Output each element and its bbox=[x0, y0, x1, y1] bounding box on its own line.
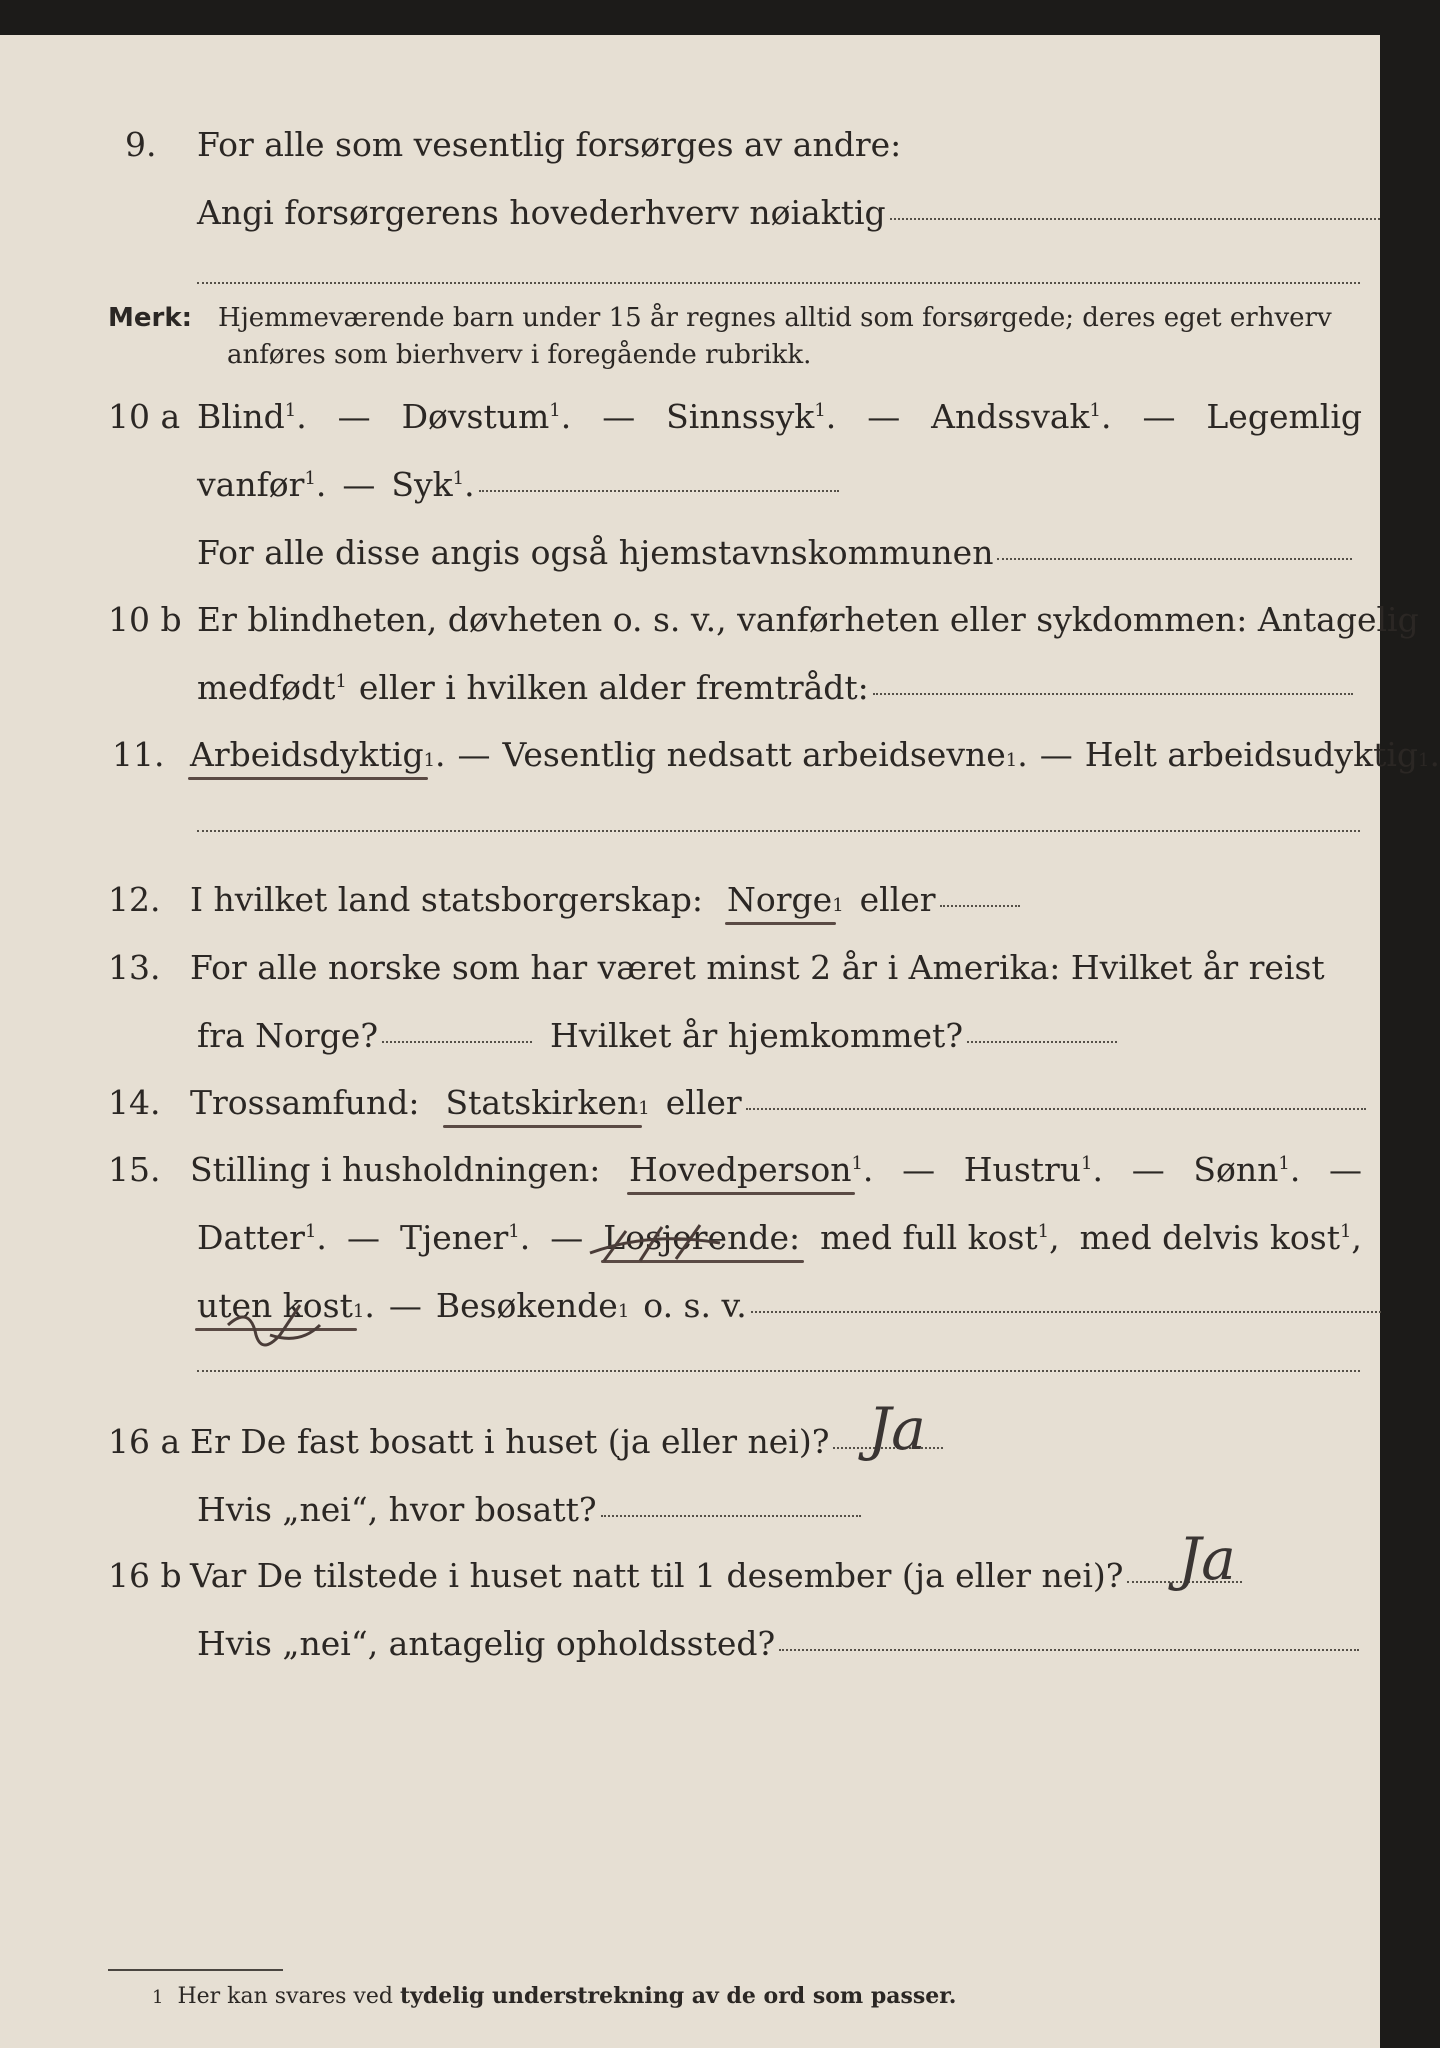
q10a-hjemstavn-field[interactable] bbox=[997, 558, 1352, 560]
merk-label: Merk: bbox=[108, 303, 193, 333]
q10a-hjemstavn-label: For alle disse angis også hjemstavnskommunen bbox=[197, 533, 994, 572]
q15-opt-uten-kost[interactable]: uten kost bbox=[197, 1286, 353, 1325]
separator: — bbox=[457, 735, 491, 774]
q9-answer-field[interactable] bbox=[890, 218, 1380, 220]
separator: — bbox=[902, 1150, 936, 1189]
separator: — bbox=[550, 1218, 584, 1257]
merk-text2: anføres som bierhverv i foregående rubrikk. bbox=[227, 340, 812, 370]
q9-instruction: Angi forsørgerens hovederhverv nøiaktig bbox=[197, 193, 886, 232]
q13-number: 13. bbox=[108, 948, 161, 987]
q11-opt-udyktig[interactable]: Helt arbeidsudyktig bbox=[1084, 735, 1419, 774]
q15-other-field[interactable] bbox=[751, 1311, 1381, 1313]
separator: — bbox=[346, 1218, 380, 1257]
q12-number: 12. bbox=[108, 880, 161, 919]
q16b-opholdssted-field[interactable] bbox=[779, 1649, 1359, 1651]
footnote-text-a: Her kan svares ved bbox=[177, 1984, 393, 2009]
separator: — bbox=[602, 397, 636, 436]
q14-eller: eller bbox=[665, 1083, 742, 1122]
q15-text: Stilling i husholdningen: bbox=[190, 1150, 601, 1189]
q11-answer-field[interactable] bbox=[197, 830, 1360, 832]
q14-number: 14. bbox=[108, 1083, 161, 1122]
q10a-syk-field[interactable] bbox=[479, 490, 839, 492]
footnote-rule bbox=[108, 1969, 283, 1971]
q10a-opt-vanfor[interactable]: vanfør$^1$. bbox=[197, 465, 327, 504]
q16b-handwritten-answer: Ja bbox=[1178, 1525, 1236, 1593]
q16a-number: 16 a bbox=[108, 1422, 181, 1461]
q16a-handwritten-answer: Ja bbox=[868, 1395, 926, 1463]
q11-opt-arbeidsdyktig[interactable]: Arbeidsdyktig bbox=[190, 735, 424, 774]
q9-answer-field-2[interactable] bbox=[197, 282, 1360, 284]
q10a-opt-legemlig[interactable]: Legemlig bbox=[1206, 397, 1362, 436]
q10a-number: 10 a bbox=[108, 397, 181, 436]
q15-opt-full-kost[interactable]: med full kost bbox=[820, 1218, 1038, 1257]
q10a-opt-andssvak[interactable]: Andssvak$^1$. bbox=[931, 397, 1112, 436]
census-form-page: 9. For alle som vesentlig forsørges av andre: Angi forsørgerens hovederhverv nøiaktig Merk: Hjemmeværende barn under 15 år regnes alltid som forsørgede; deres eget erhverv anføres som bierhverv i foregående rubrikk. 10 a Blind$^1$. — Døvstum$^1$. — Sinnssyk$^1$. — Andssvak$^1$. — Legemlig vanfør$^1$. — Syk$^1$. For alle disse angis også hjemstavnskommunen 10 b Er blindheten, døvheten o. s. v., vanførheten eller sykdommen: Antagelig medfødt$^1$ eller i hvilken alder fremtrådt: 11. Arbeidsdyktig 1 . — Vesentlig nedsatt arbeidsevne 1 . — Helt arbeidsudyktig 1 . 12. I hvilket land statsborgerskap: Norge 1 eller 13. For alle norske som har været minst 2 år i Amerika: Hvilket år reist fra Norge? Hvilket år hjemkommet? 14. Trossamfund: Statskirken 1 eller 15. Stilling i husholdningen: Hovedperson$^1$. — Hustru$^1$. — Sønn$^1$. — Datter$^1$. — Tjener$^1$. — Losjerende: med full kost$^1$, med delvis kost$^1$, uten kost 1 . — Besøkende 1 o. s. v. 16 a Er De fast bosatt i huset (ja eller nei)? Ja Hvis „nei“, hvor bosatt? 16 b Var De tilstede i huset natt til 1 desember (ja eller nei)? Ja Hvis „nei“, antagelig opholdssted? 1 Her kan svares ved tydelig understrekning av de ord som passer. bbox=[0, 35, 1380, 2048]
q10a-opt-blind[interactable]: Blind$^1$. bbox=[197, 397, 307, 436]
separator: — bbox=[1131, 1150, 1165, 1189]
q15-osv: o. s. v. bbox=[643, 1286, 747, 1325]
q15-opt-hovedperson[interactable]: Hovedperson bbox=[629, 1150, 852, 1189]
q14-trossamfund-field[interactable] bbox=[746, 1108, 1366, 1110]
separator: — bbox=[337, 397, 371, 436]
q14-opt-statskirken[interactable]: Statskirken bbox=[445, 1083, 639, 1122]
q15-opt-delvis-kost[interactable]: med delvis kost bbox=[1079, 1218, 1340, 1257]
separator: — bbox=[1039, 735, 1073, 774]
q10a-opt-dovstum[interactable]: Døvstum$^1$. bbox=[401, 397, 572, 436]
separator: — bbox=[342, 465, 376, 504]
q10b-opt-medfodt[interactable]: medfødt$^1$ bbox=[197, 668, 347, 707]
q13-text: For alle norske som har været minst 2 år i Amerika: Hvilket år reist bbox=[190, 948, 1325, 987]
q15-answer-field[interactable] bbox=[197, 1370, 1360, 1372]
q14-text: Trossamfund: bbox=[190, 1083, 420, 1122]
separator: — bbox=[867, 397, 901, 436]
q15-opt-hustru[interactable]: Hustru bbox=[963, 1150, 1082, 1189]
q15-number: 15. bbox=[108, 1150, 161, 1189]
q13-reist-label: fra Norge? bbox=[197, 1016, 379, 1055]
q16a-text: Er De fast bosatt i huset (ja eller nei)? bbox=[190, 1422, 830, 1461]
q9-text: For alle som vesentlig forsørges av andre: bbox=[197, 125, 902, 164]
q12-eller: eller bbox=[859, 880, 936, 919]
q16b-text: Var De tilstede i huset natt til 1 desember (ja eller nei)? bbox=[190, 1556, 1124, 1595]
q10b-number: 10 b bbox=[108, 600, 182, 639]
separator: — bbox=[1329, 1150, 1362, 1189]
q12-opt-norge[interactable]: Norge bbox=[727, 880, 833, 919]
q15-opt-tjener[interactable]: Tjener bbox=[399, 1218, 509, 1257]
q16b-opholdssted-label: Hvis „nei“, antagelig opholdssted? bbox=[197, 1624, 776, 1663]
q15-opt-sonn[interactable]: Sønn bbox=[1193, 1150, 1279, 1189]
footnote-text-b: tydelig understrekning av de ord som passer. bbox=[399, 1983, 957, 2009]
merk-text1: Hjemmeværende barn under 15 år regnes alltid som forsørgede; deres eget erhverv bbox=[218, 303, 1332, 333]
q12-country-field[interactable] bbox=[940, 905, 1020, 907]
q10a-opt-syk[interactable]: Syk$^1$. bbox=[391, 465, 475, 504]
q15-opt-datter[interactable]: Datter bbox=[197, 1218, 305, 1257]
q16a-bosatt-field[interactable] bbox=[601, 1515, 861, 1517]
q15-opt-losjerende[interactable]: Losjerende: bbox=[603, 1218, 801, 1257]
q10b-text: Er blindheten, døvheten o. s. v., vanførheten eller sykdommen: Antagelig bbox=[197, 600, 1419, 639]
q10b-alder-label: eller i hvilken alder fremtrådt: bbox=[358, 668, 869, 707]
q13-reist-field[interactable] bbox=[382, 1041, 532, 1043]
q13-hjemkommet-label: Hvilket år hjemkommet? bbox=[550, 1016, 964, 1055]
q12-text: I hvilket land statsborgerskap: bbox=[190, 880, 704, 919]
q13-hjemkommet-field[interactable] bbox=[967, 1041, 1117, 1043]
q10b-alder-field[interactable] bbox=[873, 693, 1353, 695]
q16b-number: 16 b bbox=[108, 1556, 182, 1595]
separator: — bbox=[1142, 397, 1176, 436]
q16a-bosatt-label: Hvis „nei“, hvor bosatt? bbox=[197, 1490, 597, 1529]
q11-opt-nedsatt[interactable]: Vesentlig nedsatt arbeidsevne bbox=[502, 735, 1006, 774]
q10a-opt-sinnssyk[interactable]: Sinnssyk$^1$. bbox=[666, 397, 837, 436]
q11-number: 11. bbox=[112, 735, 165, 774]
q15-opt-besokende[interactable]: Besøkende bbox=[435, 1286, 618, 1325]
q9-number: 9. bbox=[125, 125, 157, 164]
separator: — bbox=[388, 1286, 422, 1325]
